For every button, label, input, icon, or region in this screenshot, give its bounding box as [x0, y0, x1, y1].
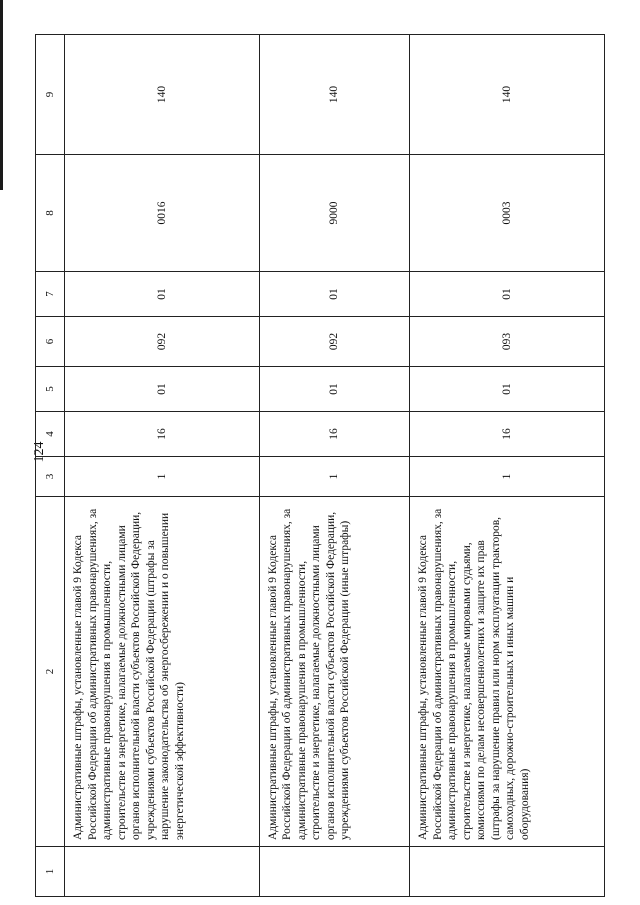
- column-header: 5: [36, 367, 65, 412]
- code-cell: 01: [65, 272, 260, 317]
- column-header: 7: [36, 272, 65, 317]
- column-header: 4: [36, 412, 65, 457]
- code-cell: 1: [259, 457, 409, 497]
- column-header: 6: [36, 317, 65, 367]
- table-row: [259, 35, 409, 897]
- row-number-cell: [259, 847, 409, 897]
- scan-edge-mark: [0, 0, 3, 190]
- table-row: [410, 35, 605, 897]
- rotated-page-content: [35, 35, 605, 897]
- code-cell: 140: [410, 35, 605, 155]
- code-cell: 092: [65, 317, 260, 367]
- column-header: 3: [36, 457, 65, 497]
- page-number-text: 124: [32, 441, 47, 463]
- code-cell: 01: [259, 367, 409, 412]
- code-cell: 092: [259, 317, 409, 367]
- code-cell: 16: [410, 412, 605, 457]
- column-header: 1: [36, 847, 65, 897]
- code-cell: 1: [65, 457, 260, 497]
- income-description-cell: Административные штрафы, установленные главой 9 Кодекса Российской Федерации об административных правонарушениях, за административные правонарушения в промышленности, строительстве и энергетике, налагаемые должностными лицами органов исполнительной власти субъектов Российской Федерации, учреждениями субъектов Российской Федерации (штрафы за нарушение законодательства об энергосбережении и о повышении энергетической эффективности): [65, 497, 260, 847]
- code-cell: 1: [410, 457, 605, 497]
- income-description-cell: Административные штрафы, установленные главой 9 Кодекса Российской Федерации об административных правонарушениях, за административные правонарушения в промышленности, строительстве и энергетике, налагаемые должностными лицами органов исполнительной власти субъектов Российской Федерации, учреждениями субъектов Российской Федерации (иные штрафы): [259, 497, 409, 847]
- table-header-row: [36, 35, 65, 897]
- code-cell: 16: [65, 412, 260, 457]
- code-cell: 01: [65, 367, 260, 412]
- column-header: 9: [36, 35, 65, 155]
- code-cell: 01: [259, 272, 409, 317]
- row-number-cell: [65, 847, 260, 897]
- column-header: 2: [36, 497, 65, 847]
- income-description-cell: Административные штрафы, установленные главой 9 Кодекса Российской Федерации об административных правонарушениях, за административные правонарушения в промышленности, строительстве и энергетике, налагаемые мировыми судьями, комиссиями по делам несовершеннолетних и защите их прав (штрафы за нарушение правил или норм эксплуатации тракторов, самоходных, дорожно-строительных и иных машин и оборудования): [410, 497, 605, 847]
- code-cell: 01: [410, 272, 605, 317]
- code-cell: 01: [410, 367, 605, 412]
- budget-classification-table: [35, 34, 605, 897]
- code-cell: 140: [259, 35, 409, 155]
- code-cell: 140: [65, 35, 260, 155]
- column-header: 8: [36, 155, 65, 272]
- code-cell: 9000: [259, 155, 409, 272]
- code-cell: 16: [259, 412, 409, 457]
- code-cell: 093: [410, 317, 605, 367]
- code-cell: 0016: [65, 155, 260, 272]
- code-cell: 0003: [410, 155, 605, 272]
- table-row: [65, 35, 260, 897]
- row-number-cell: [410, 847, 605, 897]
